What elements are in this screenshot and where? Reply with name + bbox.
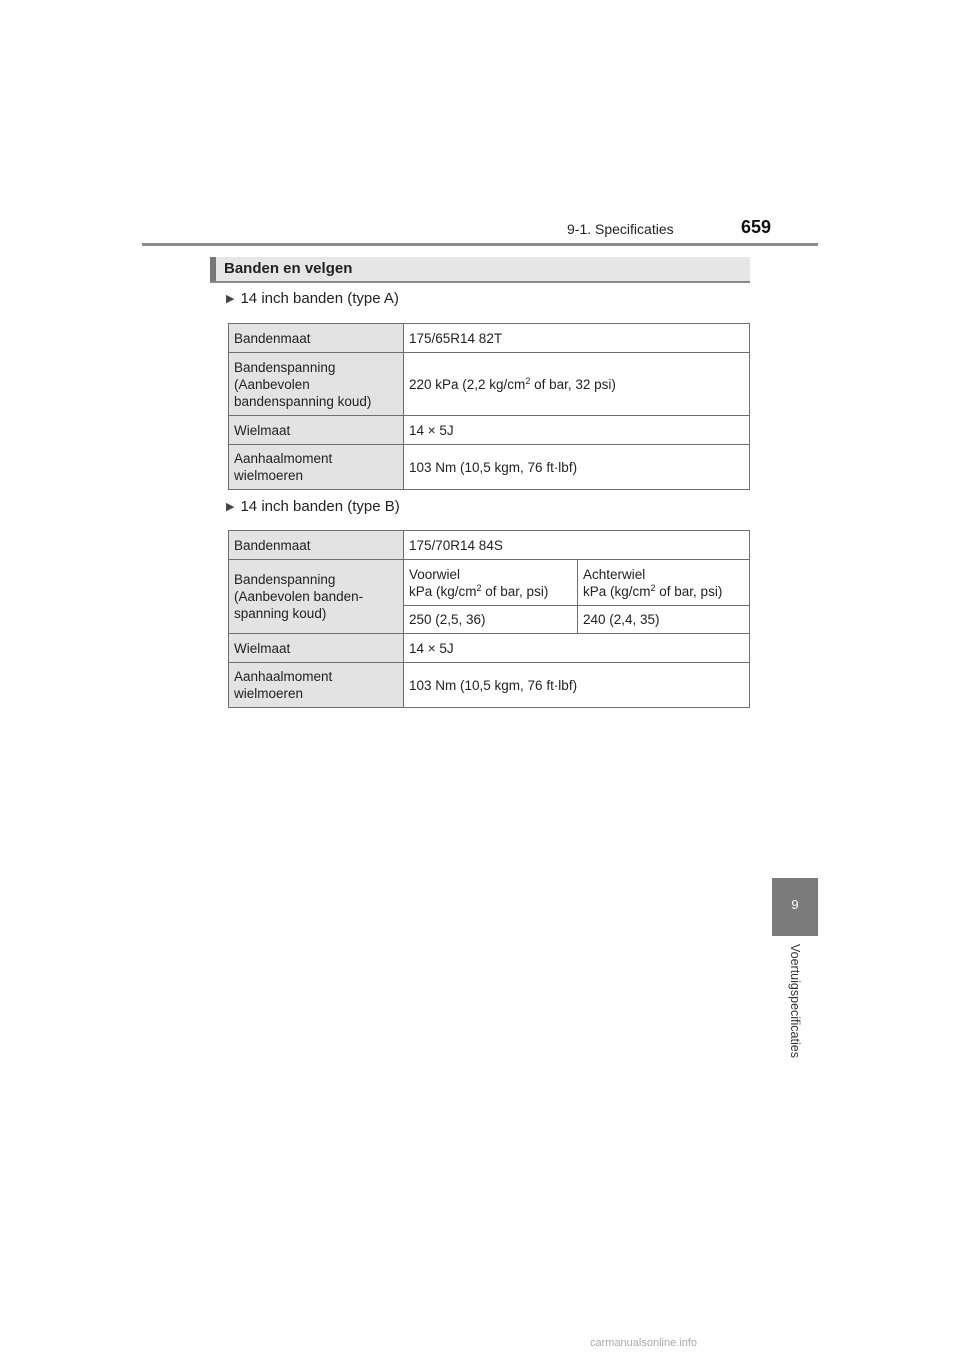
front-wheel-value: 250 (2,5, 36) — [404, 606, 578, 634]
row-value: 103 Nm (10,5 kgm, 76 ft·lbf) — [404, 663, 750, 708]
subheading-text: 14 inch banden (type B) — [240, 498, 400, 515]
chapter-label: Voertuigspecificaties — [788, 944, 802, 1058]
column-title: Voorwiel — [409, 566, 461, 582]
value-text: of bar, 32 psi) — [530, 376, 616, 392]
section-heading-bar — [210, 257, 216, 281]
row-value — [404, 353, 750, 416]
subheading-type-b — [226, 498, 400, 515]
row-label — [229, 560, 404, 634]
page-number: 659 — [741, 217, 772, 237]
row-label: Bandenmaat — [229, 531, 404, 560]
chapter-number: 9 — [791, 897, 799, 912]
row-label: Wielmaat — [229, 416, 404, 445]
table-row — [229, 663, 750, 708]
row-value: 175/70R14 84S — [404, 531, 750, 560]
header-divider — [142, 243, 818, 246]
row-label: Wielmaat — [229, 634, 404, 663]
unit-text: of bar, psi) — [655, 583, 723, 599]
spec-table-type-b — [228, 530, 750, 708]
row-label — [229, 663, 404, 708]
section-title: Banden en velgen — [224, 260, 353, 277]
row-value: 14 × 5J — [404, 416, 750, 445]
label-line: Aanhaalmoment — [234, 451, 333, 466]
row-value: 14 × 5J — [404, 634, 750, 663]
section-heading — [210, 257, 750, 283]
superscript: 2 — [476, 582, 482, 593]
row-label — [229, 445, 404, 490]
rear-wheel-header — [578, 560, 750, 606]
column-title: Achterwiel — [583, 566, 646, 582]
subheading-text: 14 inch banden (type A) — [240, 290, 399, 307]
table-row — [229, 560, 750, 606]
unit-text: kPa (kg/cm — [409, 583, 477, 599]
rear-wheel-value: 240 (2,4, 35) — [578, 606, 750, 634]
table-row — [229, 531, 750, 560]
row-value: 103 Nm (10,5 kgm, 76 ft·lbf) — [404, 445, 750, 490]
superscript: 2 — [525, 375, 531, 386]
label-line: (Aanbevolen — [234, 376, 310, 392]
value-text: 220 kPa (2,2 kg/cm — [409, 376, 526, 392]
row-label — [229, 353, 404, 416]
table-row — [229, 445, 750, 490]
spec-table-type-a — [228, 323, 750, 490]
header-section-title: 9-1. Specificaties — [567, 221, 674, 237]
label-line: Bandenspanning — [234, 359, 336, 375]
label-line: (Aanbevolen banden- — [234, 589, 364, 604]
unit-text: of bar, psi) — [481, 583, 549, 599]
table-row — [229, 416, 750, 445]
label-line: spanning koud) — [234, 606, 327, 621]
unit-text: kPa (kg/cm — [583, 583, 651, 599]
label-line: bandenspanning koud) — [234, 393, 372, 409]
chapter-tab — [772, 878, 818, 936]
row-label: Bandenmaat — [229, 324, 404, 353]
label-line: Aanhaalmoment — [234, 669, 333, 684]
row-value: 175/65R14 82T — [404, 324, 750, 353]
table-row — [229, 634, 750, 663]
superscript: 2 — [650, 582, 656, 593]
triangle-bullet-icon: ▶ — [226, 501, 235, 513]
label-line: Bandenspanning — [234, 572, 336, 587]
label-line: wielmoeren — [234, 468, 304, 483]
table-row — [229, 324, 750, 353]
subheading-type-a — [226, 290, 399, 307]
table-row — [229, 353, 750, 416]
label-line: wielmoeren — [234, 686, 304, 701]
front-wheel-header — [404, 560, 578, 606]
triangle-bullet-icon: ▶ — [226, 293, 235, 305]
footer-watermark: carmanualsonline.info — [590, 1337, 698, 1349]
